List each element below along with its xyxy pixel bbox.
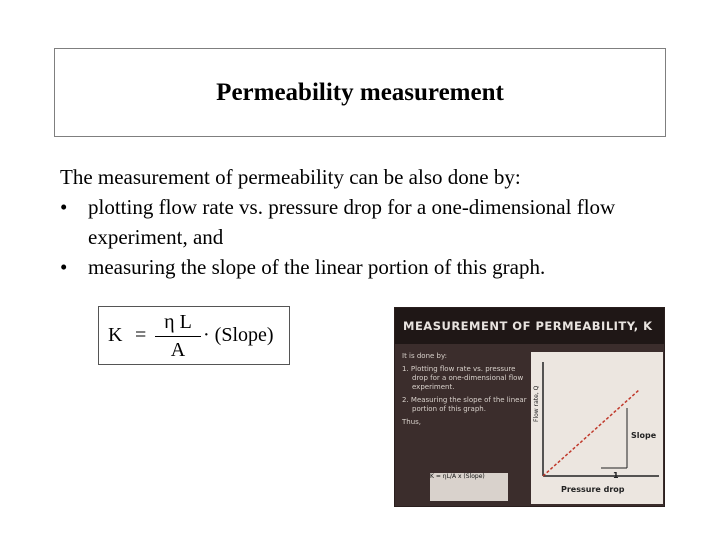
slide-title: Permeability measurement — [216, 78, 504, 106]
formula-denominator: A — [170, 339, 186, 361]
bullet-marker: • — [60, 255, 68, 279]
photo-title: MEASUREMENT OF PERMEABILITY, K — [395, 308, 665, 344]
formula-equals: = — [135, 324, 147, 346]
photo-text — [402, 352, 530, 431]
photo-chart — [531, 352, 663, 504]
slope-label: Slope — [631, 431, 657, 440]
run-label: 1 — [613, 471, 619, 480]
bullet-text: plotting flow rate vs. pressure drop for a one-dimensional flow experiment, and — [88, 195, 616, 249]
bullet-item — [60, 192, 680, 252]
photo-line: It is done by: — [402, 352, 447, 360]
photo-formula-text: K = ηL/A x (Slope) — [430, 473, 485, 480]
y-axis-label: Flow rate, Q — [533, 385, 540, 422]
bullet-text: measuring the slope of the linear portion of this graph. — [88, 255, 546, 279]
body-text — [60, 162, 680, 282]
photo-formula — [430, 473, 508, 501]
fraction-bar — [155, 336, 201, 337]
formula-rhs: · (Slope) — [203, 324, 274, 346]
x-axis-label: Pressure drop — [561, 485, 625, 494]
title-box — [54, 48, 666, 137]
intro-text: The measurement of permeability can be also done by: — [60, 165, 521, 189]
formula-numerator: η L — [164, 311, 192, 333]
bullet-item — [60, 252, 680, 282]
bullet-marker: • — [60, 195, 68, 219]
photo-chart-svg — [531, 352, 663, 504]
permeability-formula — [98, 306, 290, 365]
formula-lhs: K — [108, 324, 123, 346]
data-line — [543, 390, 639, 476]
photo-line: 2. Measuring the slope of the linear portion of this graph. — [402, 396, 527, 413]
photo-line: 1. Plotting flow rate vs. pressure drop for a one-dimensional flow experiment. — [402, 365, 524, 391]
photo-line: Thus, — [402, 418, 422, 426]
